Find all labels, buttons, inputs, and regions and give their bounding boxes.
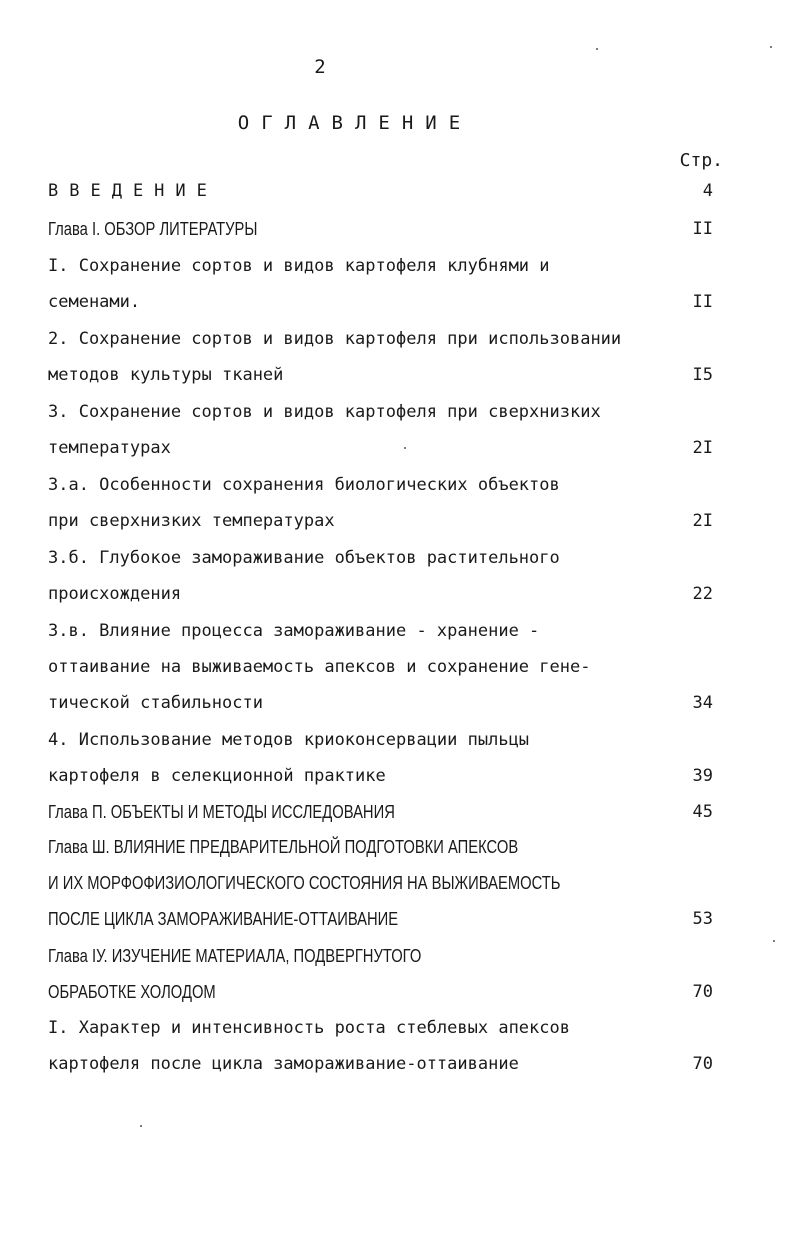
toc-entry-text: 3. Сохранение сортов и видов картофеля при сверхнизких: [48, 402, 601, 422]
toc-entry: [48, 1054, 713, 1084]
toc-entry-text: ВВЕДЕНИЕ: [48, 181, 218, 201]
toc-entry: [48, 438, 713, 468]
toc-entry: [48, 1018, 713, 1048]
toc-entry-page: 22: [692, 584, 713, 604]
toc-entry: [48, 365, 713, 395]
toc-entry-text: ОБРАБОТКЕ ХОЛОДОМ: [48, 982, 216, 1002]
page-title: ОГЛАВЛЕНИЕ: [237, 112, 473, 134]
toc-entry-text: 4. Использование методов криоконсервации пыльцы: [48, 730, 530, 750]
toc-entry: [48, 621, 713, 651]
toc-entry-text: I. Сохранение сортов и видов картофеля клубнями и: [48, 256, 550, 276]
toc-entry: [48, 511, 713, 541]
toc-entry-text: ПОСЛЕ ЦИКЛА ЗАМОРАЖИВАНИЕ-ОТТАИВАНИЕ: [48, 909, 399, 929]
toc-entry-page: 53: [692, 909, 713, 929]
toc-entry-text: И ИХ МОРФОФИЗИОЛОГИЧЕСКОГО СОСТОЯНИЯ НА ВЫЖИВАЕМОСТЬ: [48, 873, 561, 893]
toc-entry-page: I5: [692, 365, 713, 385]
toc-entry: [48, 730, 713, 760]
toc-entry-text: методов культуры тканей: [48, 365, 284, 385]
page-number: 2: [314, 56, 326, 78]
toc-entry: [48, 873, 713, 903]
toc-entry: [48, 802, 713, 832]
toc-entry-page: 4: [702, 181, 713, 201]
scan-speck: [773, 940, 775, 942]
toc-entry: [48, 584, 713, 614]
toc-entry-page: 70: [692, 1054, 713, 1074]
toc-entry: [48, 256, 713, 286]
scan-speck: [140, 1125, 142, 1127]
toc-entry-text: при сверхнизких температурах: [48, 511, 335, 531]
toc-entry: [48, 219, 713, 249]
toc-entry-text: семенами.: [48, 292, 141, 312]
toc-entry-text: тической стабильности: [48, 693, 263, 713]
scan-speck: [596, 48, 598, 50]
toc-entry: [48, 329, 669, 359]
toc-entry: [48, 657, 713, 687]
toc-entry-page: 45: [692, 802, 713, 822]
toc-entry-page: 39: [692, 766, 713, 786]
toc-entry-page: 34: [692, 693, 713, 713]
toc-entry: [48, 766, 713, 796]
toc-entry-text: Глава IУ. ИЗУЧЕНИЕ МАТЕРИАЛА, ПОДВЕРГНУТОГО: [48, 946, 422, 966]
toc-entry: [48, 181, 713, 211]
page-column-header: Стр.: [679, 150, 723, 171]
toc-entry: [48, 292, 713, 322]
toc-entry-text: 3.б. Глубокое замораживание объектов растительного: [48, 548, 560, 568]
toc-entry-page: 2I: [692, 511, 713, 531]
toc-entry-text: I. Характер и интенсивность роста стеблевых апексов: [48, 1018, 570, 1038]
toc-entry-text: температурах: [48, 438, 171, 458]
scan-speck: [404, 447, 406, 449]
toc-entry: [48, 909, 713, 939]
toc-entry: [48, 402, 713, 432]
toc-entry-text: происхождения: [48, 584, 182, 604]
toc-entry-text: оттаивание на выживаемость апексов и сохранение гене-: [48, 657, 591, 677]
toc-entry-page: II: [692, 219, 713, 239]
toc-entry: [48, 475, 713, 505]
toc-entry-page: 2I: [692, 438, 713, 458]
toc-entry-text: Глава П. ОБЪЕКТЫ И МЕТОДЫ ИССЛЕДОВАНИЯ: [48, 802, 395, 822]
toc-entry-text: Глава Ш. ВЛИЯНИЕ ПРЕДВАРИТЕЛЬНОЙ ПОДГОТОВКИ АПЕКСОВ: [48, 837, 519, 857]
toc-entry-text: картофеля после цикла замораживание-оттаивание: [48, 1054, 519, 1074]
toc-entry: [48, 548, 713, 578]
toc-entry-text: картофеля в селекционной практике: [48, 766, 386, 786]
toc-entry-text: Глава I. ОБЗОР ЛИТЕРАТУРЫ: [48, 219, 258, 239]
toc-entry: [48, 982, 713, 1012]
toc-entry-text: 2. Сохранение сортов и видов картофеля при использовании: [48, 329, 622, 349]
toc-entry: [48, 837, 713, 867]
toc-entry-text: 3.в. Влияние процесса замораживание - хранение -: [48, 621, 540, 641]
scan-speck: [770, 46, 772, 48]
toc-entry-page: II: [692, 292, 713, 312]
toc-entry-page: 70: [692, 982, 713, 1002]
toc-entry: [48, 693, 713, 723]
toc-entry-text: 3.а. Особенности сохранения биологических объектов: [48, 475, 560, 495]
toc-entry: [48, 946, 713, 976]
